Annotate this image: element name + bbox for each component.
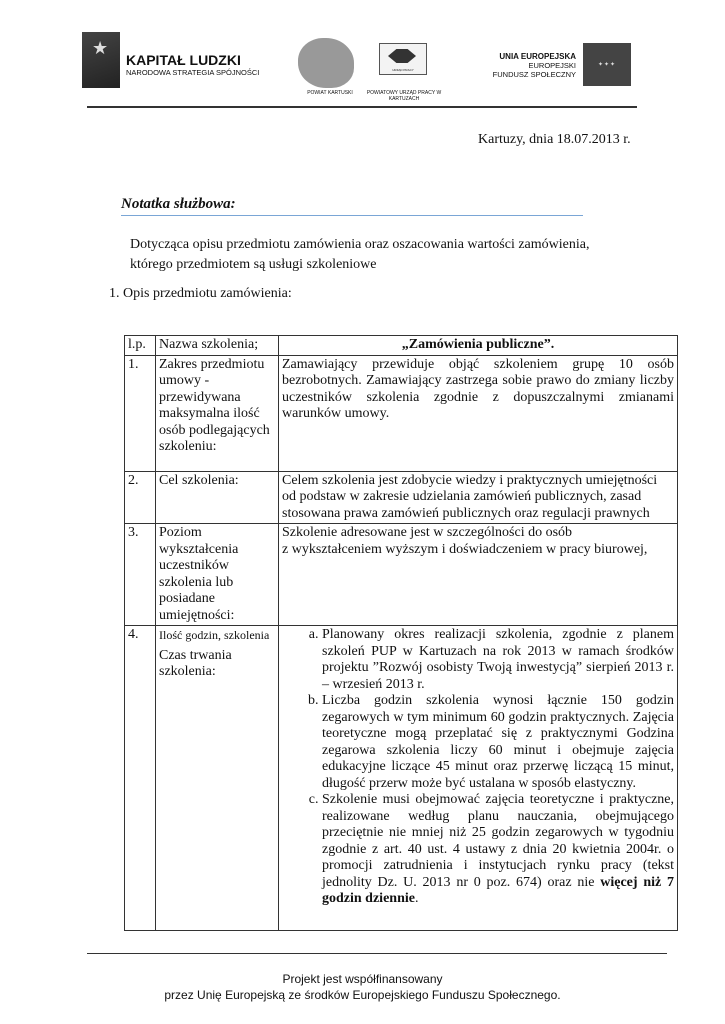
row-text: Zamawiający przewiduje objąć szkoleniem grupę 10 osób bezrobotnych. Zamawiający zastrzega sobie prawo do zmiany liczby uczestników szkolenia zgodnie z dopuszczalnymi zmianami warunków umowy.: [279, 355, 678, 471]
condition-a: a. Planowany okres realizacji szkolenia, zgodnie z planem szkoleń PUP w Kartuzach na rok 2013 w ramach środków projektu ”Rozwój osobisty Twoją inwestycją” sierpień 2013 r. – wrzesień 2013 r.: [322, 627, 674, 693]
row-lp: 3.: [125, 524, 156, 626]
row-lp: 2.: [125, 471, 156, 524]
table-row: [125, 355, 678, 471]
ue-line1: UNIA EUROPEJSKA: [499, 52, 576, 61]
row-label-small: Ilość godzin, szkolenia: [159, 628, 270, 642]
row-label: [156, 626, 279, 931]
table-row: [125, 471, 678, 524]
lp-header: l.p.: [125, 336, 156, 356]
ue-text: [478, 52, 576, 79]
kapital-ludzki-subtitle: NARODOWA STRATEGIA SPÓJNOŚCI: [126, 68, 260, 77]
table-header-row: [125, 336, 678, 356]
ue-line2: EUROPEJSKI: [528, 61, 576, 70]
footer-divider: [87, 953, 667, 954]
description-table: [124, 335, 678, 931]
table-row: [125, 524, 678, 626]
intro: [130, 235, 589, 275]
powiat-caption: POWIAT KARTUSKI: [307, 90, 353, 96]
section-heading: 1. Opis przedmiotu zamówienia:: [109, 286, 292, 301]
row-label-main: Czas trwania szkolenia:: [159, 647, 232, 679]
star-icon: ★: [92, 38, 109, 58]
ue-line3: FUNDUSZ SPOŁECZNY: [492, 70, 576, 79]
row-text: [279, 524, 678, 626]
condition-c-end: .: [414, 891, 419, 906]
row-lp: 4.: [125, 626, 156, 931]
name-header: Nazwa szkolenia;: [156, 336, 279, 356]
row-label: Zakres przedmiotu umowy - przewidywana maksymalna ilość osób podlegających szkoleniu:: [156, 355, 279, 471]
condition-c-bold: więcej niż 7 godzin dziennie: [322, 874, 674, 906]
row-label: Cel szkolenia:: [156, 471, 279, 524]
row-label: Poziom wykształcenia uczestników szkolenia lub posiadane umiejętności:: [156, 524, 279, 626]
condition-c: [322, 792, 674, 908]
date: Kartuzy, dnia 18.07.2013 r.: [478, 132, 631, 147]
condition-b: b. Liczba godzin szkolenia wynosi łącznie 150 godzin zegarowych w tym minimum 60 godzin praktycznych. Zajęcia teoretyczne mogą przeplatać się z praktycznymi Godzina zegarowa szkolenia liczy 60 minut i obejmuje zajęcia edukacyjne liczące 45 minut oraz przerwę liczącą 15 minut, długość przerw może być ustalana w sposób elastyczny.: [322, 693, 674, 792]
footer-line1: Projekt jest współfinansowany: [282, 972, 443, 986]
conditions-list: [282, 627, 674, 908]
row-text: [279, 626, 678, 931]
title-underline: [121, 215, 583, 216]
row-text: Celem szkolenia jest zdobycie wiedzy i praktycznych umiejętności od podstaw w zakresie udzielania zamówień publicznych, zasad stosowana prawa zamówień publicznych oraz regulacji prawnych: [279, 471, 678, 524]
kapital-ludzki-logo: [82, 32, 120, 88]
header-divider: [87, 106, 637, 108]
intro-line1: Dotycząca opisu przedmiotu zamówienia oraz oszacowania wartości zamówienia,: [130, 237, 590, 252]
condition-c-text: Szkolenie musi obejmować zajęcia teoretyczne i praktyczne, realizowane według planu nauczania, obejmującego przeciętnie nie mniej niż 25 godzin zegarowych w tygodniu zgodnie z art. 40 ust. 4 ustawy z dnia 20 kwietnia 2004r. o promocji zatrudnienia i instytucjach rynku pracy (tekst jednolity Dz. U. 2013 nr 0 poz. 674) oraz nie: [322, 792, 674, 890]
eu-flag-icon: ✦✦✦: [583, 43, 631, 86]
pup-logo: [379, 43, 427, 75]
pup-logo-text: URZĄD PRACY: [392, 68, 414, 72]
row-text-line2: z wykształceniem wyższym i doświadczeniem w pracy biurowej,: [282, 541, 648, 557]
table-row: [125, 626, 678, 931]
powiat-kartuski-logo: [298, 38, 354, 88]
row-text-line1: Szkolenie adresowane jest w szczególności do osób: [282, 525, 573, 540]
kapital-ludzki-title: KAPITAŁ LUDZKI: [126, 52, 241, 68]
document-title: Notatka służbowa:: [121, 196, 236, 212]
footer-line2: przez Unię Europejską ze środków Europejskiego Funduszu Społecznego.: [164, 988, 561, 1002]
row-lp: 1.: [125, 355, 156, 471]
intro-line2: którego przedmiotem są usługi szkoleniowe: [130, 257, 377, 272]
pup-caption: POWIATOWY URZĄD PRACY W KARTUZACH: [366, 90, 442, 102]
training-name: „Zamówienia publiczne”.: [279, 336, 678, 356]
